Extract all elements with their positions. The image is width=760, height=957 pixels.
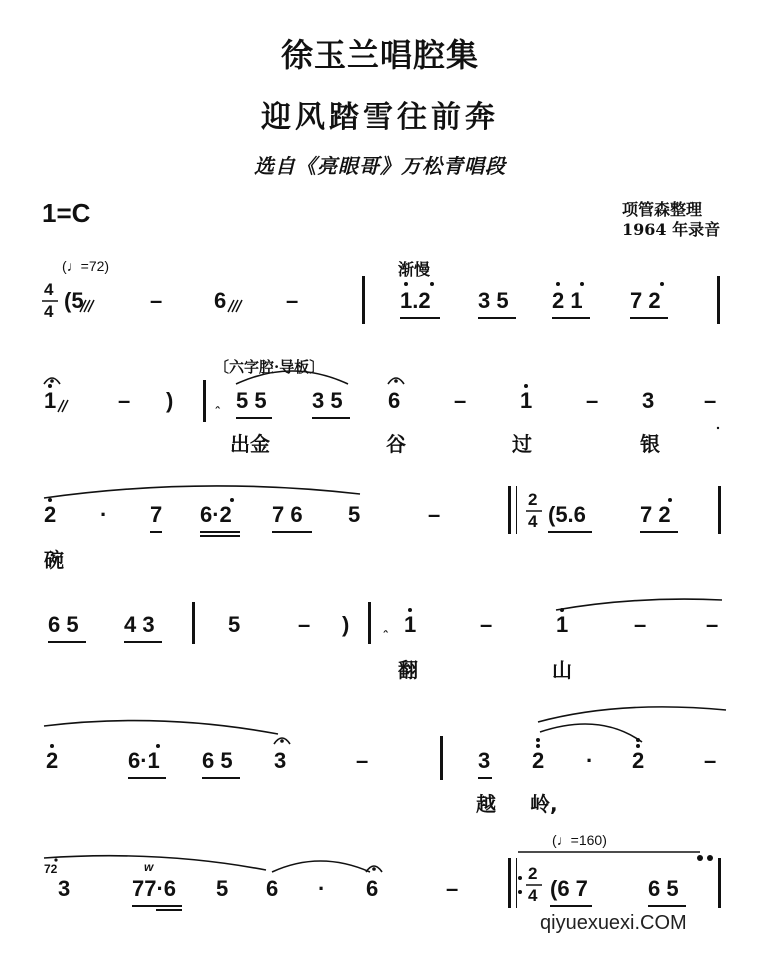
watermark: qiyuexuexi.COM: [540, 912, 687, 934]
note-group: 7 2: [630, 288, 661, 313]
rest-close: ): [342, 612, 350, 637]
note: 6: [366, 876, 379, 901]
note-group: 5 5: [236, 388, 267, 413]
free-meter-sign: ꞈ: [215, 392, 221, 409]
note-group: 6 5: [648, 876, 679, 901]
dash: –: [704, 388, 717, 413]
note-group: 7 6: [272, 502, 303, 527]
dot: ·: [318, 876, 326, 901]
lyric: 山: [552, 658, 572, 682]
note-group: 6 5: [202, 748, 233, 773]
lyric: 越: [476, 792, 496, 816]
dash: –: [118, 388, 131, 413]
lyric: 翻: [398, 658, 418, 682]
fermatas: [44, 378, 404, 872]
dash: –: [634, 612, 647, 637]
dash: –: [454, 388, 467, 413]
time-signature-top: 4: [44, 280, 54, 299]
rest-close: ): [166, 388, 174, 413]
note-group: 2 1: [552, 288, 583, 313]
dash: –: [480, 612, 493, 637]
note: 1: [556, 612, 569, 637]
time-signature-top: 2: [528, 864, 538, 883]
note: 1: [520, 388, 533, 413]
note: 5: [228, 612, 241, 637]
time-signature-bottom: 4: [528, 886, 538, 905]
song-title: 迎风踏雪往前奔: [261, 100, 499, 135]
trill-mark: w: [144, 860, 154, 874]
dash: –: [150, 288, 163, 313]
dash: –: [298, 612, 311, 637]
dash: –: [706, 612, 719, 637]
lyric: 银: [640, 432, 660, 456]
note-group: 1.2: [400, 288, 431, 313]
note: 3: [58, 876, 71, 901]
note: 2: [44, 502, 57, 527]
note: 5: [216, 876, 229, 901]
lyric: 出金: [230, 432, 270, 456]
note-group: 3 5: [312, 388, 343, 413]
note-group: (6 7: [550, 876, 588, 901]
note: 6: [388, 388, 401, 413]
note: (5: [64, 288, 84, 313]
note-group: 6·2: [200, 502, 232, 527]
arranger-credit: 项管森整理: [622, 200, 703, 219]
note-group: 6 5: [48, 612, 79, 637]
note: 3: [478, 748, 491, 773]
tremolo-marks: [58, 300, 242, 412]
lyric: 岭,: [530, 792, 558, 816]
note: 1: [404, 612, 417, 637]
time-signature-bottom: 4: [44, 302, 54, 321]
lyric: 碗: [44, 548, 64, 572]
note: 2: [532, 748, 545, 773]
note: 2: [632, 748, 645, 773]
recording-year: 1964 年录音: [622, 220, 721, 239]
dash: –: [428, 502, 441, 527]
time-signature-bottom: 4: [528, 512, 538, 531]
tempo-direction: 渐慢: [398, 260, 431, 279]
tempo-marking: (♩=160): [552, 832, 607, 848]
note-group: 6·1: [128, 748, 160, 773]
time-signature-top: 2: [528, 490, 538, 509]
dots: [48, 282, 719, 894]
lyric: 过: [512, 432, 532, 456]
note: 5: [348, 502, 361, 527]
note: 3: [642, 388, 655, 413]
slurs: [44, 371, 726, 872]
lyric: 谷: [386, 432, 406, 456]
note: 1: [44, 388, 57, 413]
note: 7: [150, 502, 163, 527]
fraction-lines: [42, 301, 545, 885]
collection-title: 徐玉兰唱腔集: [280, 36, 479, 74]
dash: –: [586, 388, 599, 413]
note: 6: [214, 288, 227, 313]
grace-notes: 72: [44, 862, 58, 876]
note-group: 3 5: [478, 288, 509, 313]
note-group: 7 2: [640, 502, 671, 527]
dash: –: [446, 876, 459, 901]
dash: –: [286, 288, 299, 313]
note: 3: [274, 748, 287, 773]
note-group: 77·6: [132, 876, 177, 901]
dash: –: [356, 748, 369, 773]
subtitle: 选自《亮眼哥》万松青唱段: [254, 154, 506, 178]
note-group: (5.6: [548, 502, 586, 527]
dot: ·: [100, 502, 108, 527]
key-signature: 1=C: [42, 198, 91, 228]
dot: ·: [586, 748, 594, 773]
section-label: 〔六字腔·导板〕: [214, 358, 325, 376]
dash: –: [704, 748, 717, 773]
tempo-marking: (♩=72): [62, 258, 110, 274]
note: 2: [46, 748, 59, 773]
note-group: 4 3: [124, 612, 155, 637]
free-meter-sign: ꞈ: [383, 616, 389, 633]
note: 6: [266, 876, 279, 901]
beam-underlines: [48, 318, 686, 910]
